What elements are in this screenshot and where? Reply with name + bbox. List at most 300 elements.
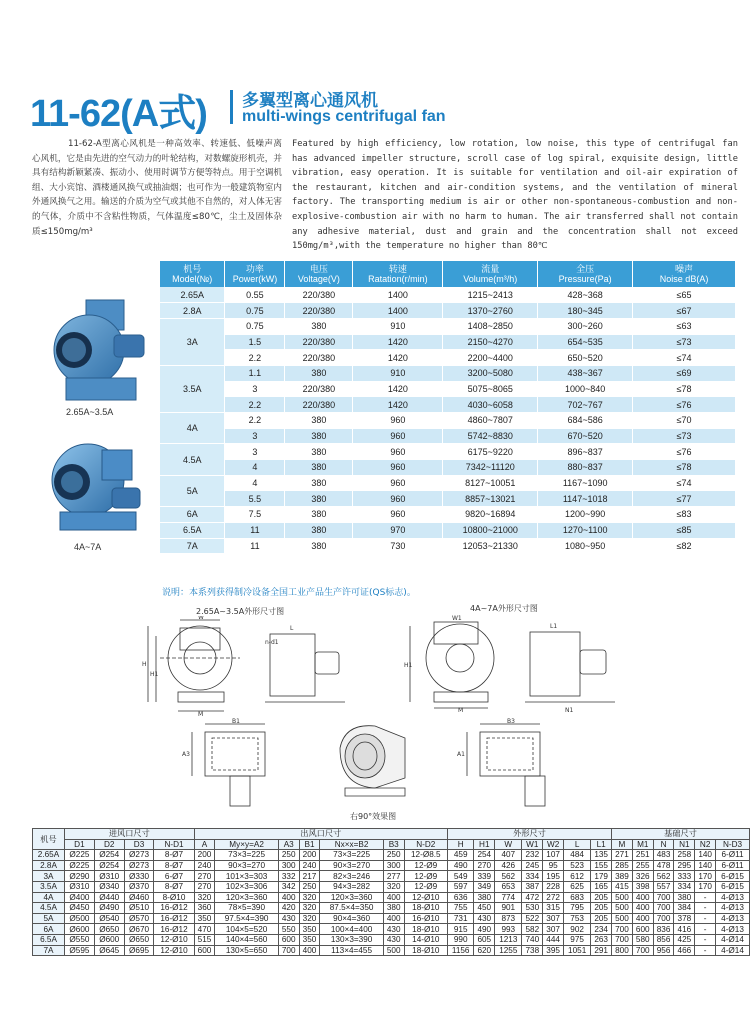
dim-cell: 582 xyxy=(522,924,543,935)
dim-cell: 4-Ø14 xyxy=(716,945,750,956)
dim-row xyxy=(33,892,750,903)
dim-cell: 430 xyxy=(278,913,299,924)
spec-cell: 220/380 xyxy=(285,397,353,413)
dim-cell: 523 xyxy=(564,860,591,871)
dim-cell: 873 xyxy=(495,913,522,924)
dim-cell: 250 xyxy=(299,881,320,892)
dim-cell: 350 xyxy=(299,924,320,935)
spec-cell: 880~837 xyxy=(538,460,633,476)
dim-cell: 1156 xyxy=(447,945,473,956)
dim-cell: Ø550 xyxy=(65,934,95,945)
spec-cell: 220/380 xyxy=(285,381,353,397)
dim-cell: 120×3=360 xyxy=(215,892,278,903)
dim-cell: 400 xyxy=(632,892,653,903)
dim-cell: 240 xyxy=(194,860,215,871)
perspective-caption: 右90°效果图 xyxy=(350,812,397,821)
spec-model-cell: 7A xyxy=(160,538,225,554)
dim-cell: 459 xyxy=(447,850,473,861)
outlet-detail-drawing xyxy=(180,718,290,813)
dim-cell: 400 xyxy=(632,913,653,924)
dim-cell: 165 xyxy=(591,881,612,892)
dim-cell: 755 xyxy=(447,903,473,914)
left-drawing-title: 2.65A~3.5A外形尺寸图 xyxy=(196,607,285,616)
dim-cell: 307 xyxy=(543,913,564,924)
dim-cell: 250 xyxy=(383,850,404,861)
spec-cell: 220/380 xyxy=(285,303,353,319)
dim-cell: 255 xyxy=(632,860,653,871)
dim-cell: 73×3=225 xyxy=(215,850,278,861)
title-divider xyxy=(230,90,233,124)
spec-cell: 1420 xyxy=(353,397,443,413)
dim-cell: - xyxy=(695,924,716,935)
spec-cell: 1420 xyxy=(353,350,443,366)
dim-cell: Ø650 xyxy=(124,934,154,945)
spec-cell: 654~535 xyxy=(538,334,633,350)
page-header xyxy=(30,82,730,135)
spec-cell: 0.75 xyxy=(225,318,285,334)
dim-cell: Ø290 xyxy=(65,871,95,882)
spec-model-cell: 5A xyxy=(160,475,225,506)
dim-cell: 12-Ø10 xyxy=(154,934,194,945)
dim-header-inlet: 进风口尺寸 xyxy=(65,829,195,840)
dim-cell: 205 xyxy=(591,913,612,924)
spec-cell: 960 xyxy=(353,507,443,523)
dim-cell: 349 xyxy=(474,881,495,892)
dim-cell: 320 xyxy=(383,881,404,892)
dim-cell: Ø595 xyxy=(65,945,95,956)
dim-cell: 97.5×4=390 xyxy=(215,913,278,924)
dim-row xyxy=(33,871,750,882)
dim-cell: 6-Ø15 xyxy=(716,881,750,892)
dim-cell: 217 xyxy=(299,871,320,882)
spec-cell: 438~367 xyxy=(538,365,633,381)
spec-cell: ≤83 xyxy=(633,507,736,523)
dim-cell: 254 xyxy=(474,850,495,861)
dim-row xyxy=(33,860,750,871)
dim-cell: 113×4=455 xyxy=(320,945,383,956)
spec-row xyxy=(160,287,736,303)
spec-row xyxy=(160,507,736,523)
dim-cell: 102×3=306 xyxy=(215,881,278,892)
dim-header-outline: 外形尺寸 xyxy=(447,829,611,840)
dim-cell: 16-Ø12 xyxy=(154,913,194,924)
dim-cell: 200 xyxy=(194,850,215,861)
dim-model-cell: 2.8A xyxy=(33,860,65,871)
dim-sub-header: Nx×x=B2 xyxy=(320,839,383,850)
dim-cell: 350 xyxy=(194,913,215,924)
spec-row xyxy=(160,522,736,538)
dim-cell: 14-Ø10 xyxy=(404,934,447,945)
dim-cell: 95 xyxy=(543,860,564,871)
dim-cell: 270 xyxy=(474,860,495,871)
dim-cell: 620 xyxy=(474,945,495,956)
dim-cell: 398 xyxy=(632,881,653,892)
dim-cell: 240 xyxy=(299,860,320,871)
model-title: 11-62(A式) xyxy=(30,93,207,135)
dim-header-base: 基础尺寸 xyxy=(612,829,750,840)
dim-cell: 430 xyxy=(383,934,404,945)
spec-row xyxy=(160,397,736,413)
dim-cell: Ø600 xyxy=(65,924,95,935)
dim-sub-header: W1 xyxy=(522,839,543,850)
spec-cell: 1200~990 xyxy=(538,507,633,523)
spec-cell: ≤65 xyxy=(633,287,736,303)
dim-model-cell: 6.5A xyxy=(33,934,65,945)
dim-cell: 342 xyxy=(278,881,299,892)
dim-cell: Ø225 xyxy=(65,850,95,861)
dim-cell: 407 xyxy=(495,850,522,861)
dim-sub-header: H xyxy=(447,839,473,850)
spec-cell: ≤69 xyxy=(633,365,736,381)
dim-cell: 580 xyxy=(632,934,653,945)
dim-cell: 360 xyxy=(194,903,215,914)
spec-cell: 380 xyxy=(285,365,353,381)
dim-sub-header: N xyxy=(653,839,674,850)
dim-cell: 155 xyxy=(591,860,612,871)
dim-cell: 285 xyxy=(612,860,633,871)
dim-cell: 557 xyxy=(653,881,674,892)
spec-cell: 380 xyxy=(285,491,353,507)
spec-cell: 1080~950 xyxy=(538,538,633,554)
svg-text:H: H xyxy=(142,661,147,668)
spec-cell: 7.5 xyxy=(225,507,285,523)
dim-row xyxy=(33,913,750,924)
dim-cell: Ø310 xyxy=(94,871,124,882)
spec-cell: 960 xyxy=(353,413,443,429)
dim-cell: Ø400 xyxy=(65,892,95,903)
dim-cell: 415 xyxy=(612,881,633,892)
dim-row xyxy=(33,881,750,892)
spec-row xyxy=(160,381,736,397)
dim-cell: 731 xyxy=(447,913,473,924)
english-title: multi-wings centrifugal fan xyxy=(242,108,446,125)
dim-cell: 234 xyxy=(591,924,612,935)
large-fan-label: 4A~7A xyxy=(74,542,102,552)
dim-cell: 416 xyxy=(674,924,695,935)
dim-cell: 472 xyxy=(522,892,543,903)
dim-cell: 232 xyxy=(522,850,543,861)
spec-cell: 3200~5080 xyxy=(443,365,538,381)
spec-table-body xyxy=(160,287,736,554)
spec-cell: 1167~1090 xyxy=(538,475,633,491)
dim-cell: 562 xyxy=(495,871,522,882)
spec-cell: 380 xyxy=(285,413,353,429)
dim-cell: 600 xyxy=(278,934,299,945)
spec-row xyxy=(160,428,736,444)
spec-header-power: 功率 Power(kW) xyxy=(225,261,285,287)
dim-sub-header: B1 xyxy=(299,839,320,850)
spec-row xyxy=(160,334,736,350)
spec-row xyxy=(160,538,736,554)
dim-cell: 140 xyxy=(695,860,716,871)
dim-cell: 387 xyxy=(522,881,543,892)
dim-cell: - xyxy=(695,903,716,914)
dim-cell: Ø645 xyxy=(94,945,124,956)
spec-cell: 3 xyxy=(225,444,285,460)
dim-sub-header: B3 xyxy=(383,839,404,850)
dim-cell: 326 xyxy=(632,871,653,882)
svg-text:L1: L1 xyxy=(550,623,558,630)
dim-cell: 700 xyxy=(653,913,674,924)
spec-cell: 220/380 xyxy=(285,334,353,350)
dim-sub-header: W xyxy=(495,839,522,850)
dim-header-model: 机号 xyxy=(33,829,65,850)
spec-cell: ≤74 xyxy=(633,475,736,491)
chinese-description: 11-62-A型离心风机是一种高效率、转速低、低噪声离心风机，它是由先进的空气动力的叶轮结构，对数螺旋形机壳，并具有结构新颖紧凑、振动小、使用时调节方便等特点。用于空调机组、大小宾馆、酒楼通风换气或抽油烟；也可作为一般建筑物室内外通风换气之用。输送的介质为空气或其他不自然的，对人体无害的气体，介质中不含粘性物质，气体温度≤80℃，尘土及固体杂质≤150mg/m³ xyxy=(32,139,282,237)
dim-cell: 315 xyxy=(543,903,564,914)
dim-cell: 956 xyxy=(653,945,674,956)
dim-cell: 444 xyxy=(543,934,564,945)
dim-cell: 6-Ø15 xyxy=(716,871,750,882)
dim-cell: 700 xyxy=(612,924,633,935)
dim-cell: 73×3=225 xyxy=(320,850,383,861)
svg-text:A1: A1 xyxy=(457,751,465,758)
svg-text:M: M xyxy=(458,707,464,712)
dim-sub-header: A xyxy=(194,839,215,850)
dim-cell: 4-Ø13 xyxy=(716,892,750,903)
spec-cell: 960 xyxy=(353,460,443,476)
dim-cell: Ø273 xyxy=(124,860,154,871)
dim-cell: 130×5=650 xyxy=(215,945,278,956)
spec-cell: ≤74 xyxy=(633,350,736,366)
dim-cell: 334 xyxy=(522,871,543,882)
small-fan-image xyxy=(44,290,154,405)
dim-model-cell: 7A xyxy=(33,945,65,956)
dim-cell: 549 xyxy=(447,871,473,882)
spec-cell: 910 xyxy=(353,365,443,381)
dim-cell: 4-Ø13 xyxy=(716,924,750,935)
dim-cell: 320 xyxy=(194,892,215,903)
spec-cell: 380 xyxy=(285,538,353,554)
dim-cell: 901 xyxy=(495,903,522,914)
dim-table-body xyxy=(33,850,750,956)
dim-cell: Ø310 xyxy=(65,881,95,892)
spec-cell: 970 xyxy=(353,522,443,538)
spec-cell: ≤67 xyxy=(633,303,736,319)
small-fan-label: 2.65A~3.5A xyxy=(66,407,114,417)
dim-cell: 4-Ø13 xyxy=(716,903,750,914)
dim-cell: 12-Ø9 xyxy=(404,881,447,892)
svg-text:L: L xyxy=(290,625,294,632)
dim-cell: 16-Ø12 xyxy=(154,903,194,914)
dim-cell: 6-Ø11 xyxy=(716,860,750,871)
dim-cell: 205 xyxy=(591,903,612,914)
spec-cell: 650~520 xyxy=(538,350,633,366)
dim-sub-header: N-D1 xyxy=(154,839,194,850)
svg-text:B1: B1 xyxy=(232,718,240,725)
spec-cell: ≤78 xyxy=(633,460,736,476)
dim-cell: 597 xyxy=(447,881,473,892)
dim-cell: 334 xyxy=(674,881,695,892)
dim-cell: 4-Ø13 xyxy=(716,913,750,924)
spec-cell: 9820~16894 xyxy=(443,507,538,523)
dim-cell: 470 xyxy=(194,924,215,935)
spec-cell: 684~586 xyxy=(538,413,633,429)
spec-header-rotation: 转速 Ratation(r/min) xyxy=(353,261,443,287)
spec-cell: 2.2 xyxy=(225,350,285,366)
dim-cell: 380 xyxy=(674,892,695,903)
dim-cell: 740 xyxy=(522,934,543,945)
spec-cell: 1408~2850 xyxy=(443,318,538,334)
spec-row xyxy=(160,303,736,319)
spec-cell: 380 xyxy=(285,318,353,334)
dim-cell: 12-Ø9 xyxy=(404,871,447,882)
spec-cell: 12053~21330 xyxy=(443,538,538,554)
spec-cell: 5742~8830 xyxy=(443,428,538,444)
dim-cell: 78×5=390 xyxy=(215,903,278,914)
dim-cell: 272 xyxy=(543,892,564,903)
dim-cell: Ø540 xyxy=(94,913,124,924)
spec-header-pressure: 全压 Pressure(Pa) xyxy=(538,261,633,287)
spec-cell: ≤76 xyxy=(633,397,736,413)
dim-cell: Ø330 xyxy=(124,871,154,882)
dim-cell: - xyxy=(695,945,716,956)
dim-cell: 251 xyxy=(632,850,653,861)
dim-cell: 8-Ø7 xyxy=(154,860,194,871)
dim-cell: 18-Ø10 xyxy=(404,945,447,956)
dim-cell: 94×3=282 xyxy=(320,881,383,892)
dim-cell: 530 xyxy=(522,903,543,914)
dim-cell: 400 xyxy=(278,892,299,903)
dim-cell: 16-Ø12 xyxy=(154,924,194,935)
dim-cell: 205 xyxy=(591,892,612,903)
spec-model-cell: 3A xyxy=(160,318,225,365)
dim-cell: Ø500 xyxy=(65,913,95,924)
dim-cell: 993 xyxy=(495,924,522,935)
dim-cell: 90×3=270 xyxy=(215,860,278,871)
dim-cell: 245 xyxy=(522,860,543,871)
dim-cell: 179 xyxy=(591,871,612,882)
svg-text:N1: N1 xyxy=(565,707,574,712)
svg-text:W1: W1 xyxy=(452,615,462,622)
dim-cell: 625 xyxy=(564,881,591,892)
spec-cell: 380 xyxy=(285,475,353,491)
spec-cell: 1400 xyxy=(353,287,443,303)
dim-cell: 120×3=360 xyxy=(320,892,383,903)
dim-cell: 277 xyxy=(383,871,404,882)
dim-cell: 500 xyxy=(612,892,633,903)
svg-text:H1: H1 xyxy=(404,662,413,669)
dim-cell: Ø273 xyxy=(124,850,154,861)
dim-cell: 395 xyxy=(543,945,564,956)
dim-cell: 6-Ø11 xyxy=(716,850,750,861)
dim-cell: 270 xyxy=(194,881,215,892)
dim-cell: 90×4=360 xyxy=(320,913,383,924)
dim-cell: 300 xyxy=(383,860,404,871)
dim-cell: 430 xyxy=(474,913,495,924)
spec-cell: 960 xyxy=(353,428,443,444)
dim-cell: 295 xyxy=(674,860,695,871)
dim-cell: 915 xyxy=(447,924,473,935)
spec-row xyxy=(160,318,736,334)
svg-text:n-d1: n-d1 xyxy=(265,639,279,646)
dim-sub-header: My×y=A2 xyxy=(215,839,278,850)
dim-sub-header: D1 xyxy=(65,839,95,850)
spec-cell: 7342~11120 xyxy=(443,460,538,476)
spec-cell: 3 xyxy=(225,428,285,444)
dim-sub-header-row xyxy=(33,839,750,850)
spec-cell: ≤70 xyxy=(633,413,736,429)
dim-cell: Ø570 xyxy=(124,913,154,924)
dim-group-header-row xyxy=(33,829,750,840)
spec-row xyxy=(160,444,736,460)
dim-cell: 700 xyxy=(653,903,674,914)
spec-cell: 2.2 xyxy=(225,397,285,413)
dim-cell: Ø254 xyxy=(94,850,124,861)
dim-cell: 683 xyxy=(564,892,591,903)
dim-cell: 332 xyxy=(278,871,299,882)
dim-cell: Ø370 xyxy=(124,881,154,892)
spec-row xyxy=(160,365,736,381)
dim-cell: 195 xyxy=(543,871,564,882)
spec-header-volume: 流量 Volume(m³/h) xyxy=(443,261,538,287)
spec-cell: 730 xyxy=(353,538,443,554)
dim-cell: 140×4=560 xyxy=(215,934,278,945)
dim-cell: 1051 xyxy=(564,945,591,956)
dim-cell: 263 xyxy=(591,934,612,945)
spec-model-cell: 2.8A xyxy=(160,303,225,319)
dim-cell: Ø695 xyxy=(124,945,154,956)
dim-cell: 18-Ø10 xyxy=(404,924,447,935)
dim-cell: 8-Ø7 xyxy=(154,850,194,861)
dim-sub-header: N1 xyxy=(674,839,695,850)
dim-cell: 87.5×4=350 xyxy=(320,903,383,914)
dim-row xyxy=(33,924,750,935)
svg-text:H1: H1 xyxy=(150,671,159,678)
svg-text:A3: A3 xyxy=(182,751,190,758)
dim-model-cell: 3A xyxy=(33,871,65,882)
dim-cell: 339 xyxy=(474,871,495,882)
dim-cell: 320 xyxy=(299,892,320,903)
dim-cell: 333 xyxy=(674,871,695,882)
spec-cell: 1000~840 xyxy=(538,381,633,397)
dim-cell: 700 xyxy=(653,892,674,903)
spec-cell: 4030~6058 xyxy=(443,397,538,413)
dim-cell: 130×3=390 xyxy=(320,934,383,945)
svg-text:B3: B3 xyxy=(507,718,515,725)
dim-cell: - xyxy=(695,913,716,924)
spec-cell: 2200~4400 xyxy=(443,350,538,366)
dim-cell: 350 xyxy=(299,934,320,945)
dim-sub-header: N-D3 xyxy=(716,839,750,850)
dim-model-cell: 4A xyxy=(33,892,65,903)
spec-cell: 1.1 xyxy=(225,365,285,381)
spec-cell: 428~368 xyxy=(538,287,633,303)
spec-cell: 4 xyxy=(225,460,285,476)
dim-cell: 12-Ø10 xyxy=(404,892,447,903)
dim-cell: - xyxy=(695,892,716,903)
svg-text:M: M xyxy=(198,711,204,716)
dim-cell: 774 xyxy=(495,892,522,903)
spec-cell: 1147~1018 xyxy=(538,491,633,507)
spec-table xyxy=(160,261,736,554)
dim-cell: 300 xyxy=(278,860,299,871)
dim-cell: 101×3=303 xyxy=(215,871,278,882)
spec-row xyxy=(160,350,736,366)
spec-header-row xyxy=(160,261,736,287)
dim-cell: 270 xyxy=(194,871,215,882)
dim-cell: 800 xyxy=(612,945,633,956)
dim-sub-header: H1 xyxy=(474,839,495,850)
dim-cell: 500 xyxy=(612,913,633,924)
dim-cell: 753 xyxy=(564,913,591,924)
spec-cell: ≤63 xyxy=(633,318,736,334)
dim-cell: 104×5=520 xyxy=(215,924,278,935)
left-outline-drawing xyxy=(140,616,360,716)
dim-cell: 738 xyxy=(522,945,543,956)
dim-cell: 250 xyxy=(278,850,299,861)
dim-cell: 420 xyxy=(278,903,299,914)
